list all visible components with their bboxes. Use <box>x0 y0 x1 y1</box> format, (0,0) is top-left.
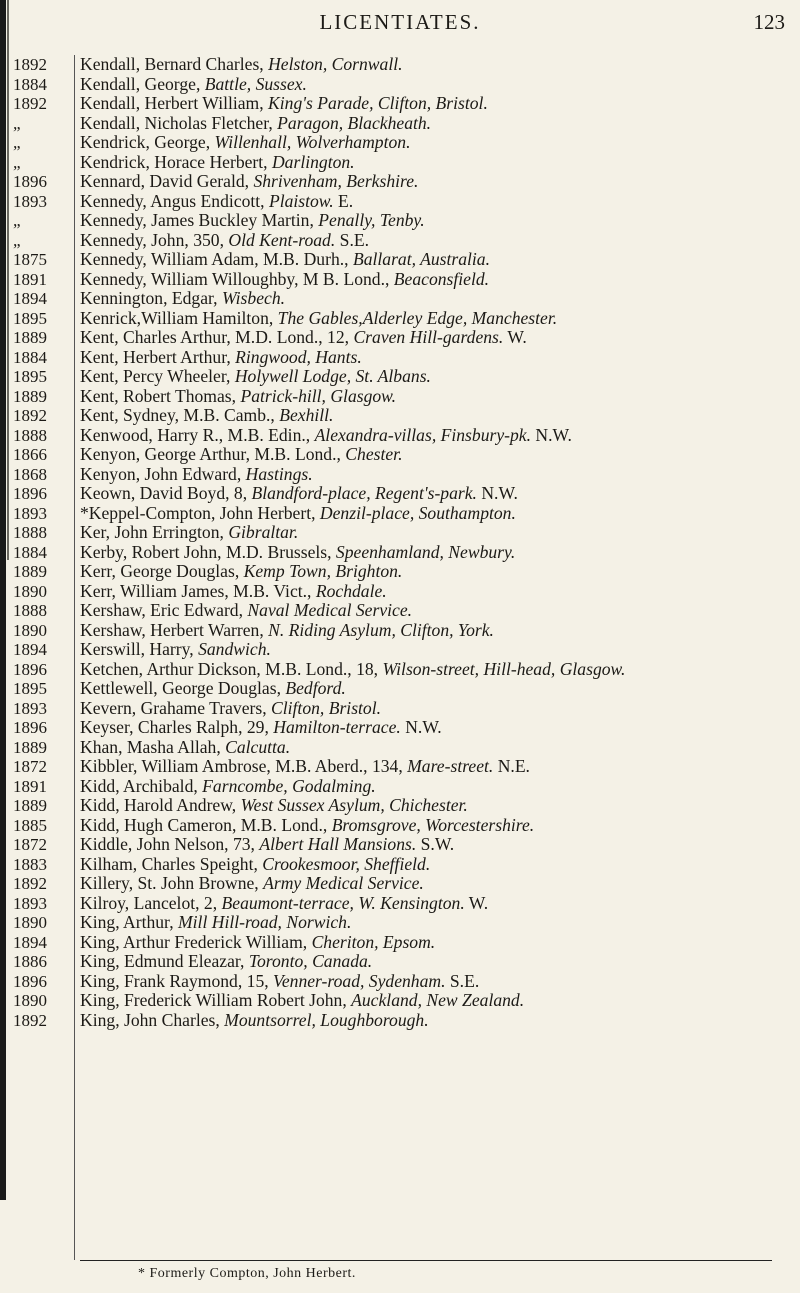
entry-year: 1886 <box>13 952 47 971</box>
entry-name: Keyser, Charles Ralph, 29, <box>80 717 274 737</box>
entry-address: Bedford. <box>285 678 346 698</box>
entry-year: 1889 <box>13 562 47 581</box>
register-entry <box>0 972 800 992</box>
register-entry <box>0 172 800 192</box>
register-entry <box>0 426 800 446</box>
register-entry <box>0 348 800 368</box>
entry-name: Kennard, David Gerald, <box>80 171 254 191</box>
entry-district: N.W. <box>400 717 442 737</box>
entry-text <box>80 192 792 212</box>
register-entry <box>0 445 800 465</box>
register-entry <box>0 601 800 621</box>
entry-district: S.E. <box>335 229 369 250</box>
entry-year: 1896 <box>13 971 47 991</box>
entry-address: Mountsorrel, Loughborough. <box>224 1009 429 1030</box>
entry-year: 1884 <box>13 74 47 94</box>
entry-year: 1889 <box>13 328 47 347</box>
entry-year: 1889 <box>13 386 47 406</box>
entry-district: N.W. <box>531 424 572 445</box>
register-entry <box>0 270 800 290</box>
entry-address: Calcutta. <box>225 736 291 757</box>
entry-year: 1891 <box>13 776 47 796</box>
entry-name: Kennedy, William Adam, M.B. Durh., <box>80 249 353 269</box>
entry-address: Mill Hill-road, Norwich. <box>178 912 352 932</box>
entry-address: Rochdale. <box>315 580 387 601</box>
entry-name: Kenrick,William Hamilton, <box>80 307 278 328</box>
entry-year: 1875 <box>13 250 47 269</box>
entry-year: „ <box>13 211 21 230</box>
entry-address: Battle, Sussex. <box>204 73 307 94</box>
entry-address: Crookesmoor, Sheffield. <box>262 853 431 874</box>
entry-name: Kent, Herbert Arthur, <box>80 346 236 367</box>
entry-text <box>80 523 792 543</box>
entry-year: 1893 <box>13 893 47 913</box>
entry-year: 1892 <box>13 1010 47 1030</box>
entry-name: Kettlewell, George Douglas, <box>80 678 286 698</box>
entry-name: Kilroy, Lancelot, 2, <box>80 892 222 913</box>
entry-name: Killery, St. John Browne, <box>80 873 264 893</box>
entry-name: Kershaw, Herbert Warren, <box>80 619 269 640</box>
entry-name: Kendrick, Horace Herbert, <box>80 151 272 172</box>
entry-address: N. Riding Asylum, Clifton, York. <box>268 619 494 640</box>
register-entry <box>0 777 800 797</box>
register-entry <box>0 991 800 1011</box>
running-title: LICENTIATES. <box>319 10 481 34</box>
entry-name: Kibbler, William Ambrose, M.B. Aberd., 134, <box>80 756 408 776</box>
entry-year: 1888 <box>13 523 47 542</box>
entry-name: *Keppel-Compton, John Herbert, <box>80 502 320 523</box>
entry-year: 1893 <box>13 698 47 718</box>
entry-text <box>80 582 792 602</box>
register-entry <box>0 328 800 348</box>
register-entry <box>0 1011 800 1031</box>
entry-text <box>80 679 792 699</box>
entry-text <box>80 855 792 875</box>
register-entry <box>0 153 800 173</box>
entry-text <box>80 250 792 270</box>
entry-text <box>80 55 792 75</box>
entry-address: Cheriton, Epsom. <box>311 931 436 952</box>
register-entry <box>0 582 800 602</box>
entry-address: Sandwich. <box>198 639 271 659</box>
register-entry <box>0 504 800 524</box>
entry-name: Kendall, George, <box>80 73 205 94</box>
entry-address: Bexhill. <box>279 405 334 425</box>
entry-address: Darlington. <box>271 151 355 172</box>
entry-name: Kerby, Robert John, M.D. Brussels, <box>80 541 336 562</box>
entry-address: Paragon, Blackheath. <box>277 112 432 133</box>
entry-name: Kiddle, John Nelson, 73, <box>80 834 260 854</box>
entry-address: Army Medical Service. <box>263 873 424 893</box>
entry-year: 1888 <box>13 601 47 620</box>
entry-year: 1892 <box>13 406 47 425</box>
entry-year: 1885 <box>13 815 47 835</box>
entry-text <box>80 913 792 933</box>
entry-text <box>80 387 792 407</box>
register-entry <box>0 621 800 641</box>
entry-address: Beaumont-terrace, W. Kensington. <box>221 892 465 913</box>
entry-year: 1892 <box>13 94 47 113</box>
entry-name: King, Frederick William Robert John, <box>80 990 352 1010</box>
entry-year: 1894 <box>13 640 47 659</box>
entry-text <box>80 660 792 680</box>
entry-address: Bromsgrove, Worcestershire. <box>331 814 535 835</box>
entry-address: Farncombe, Godalming. <box>202 775 376 796</box>
entry-address: Toronto, Canada. <box>248 951 373 971</box>
register-entry <box>0 484 800 504</box>
entry-name: King, John Charles, <box>80 1009 225 1030</box>
entry-text <box>80 543 792 563</box>
entry-address: Craven Hill-gardens. <box>353 327 504 347</box>
entry-year: „ <box>13 230 21 250</box>
entry-text <box>80 933 792 953</box>
register-entry <box>0 660 800 680</box>
entry-year: 1896 <box>13 718 47 737</box>
entry-address: West Sussex Asylum, Chichester. <box>240 795 468 815</box>
entry-address: King's Parade, Clifton, Bristol. <box>268 93 488 113</box>
entry-text <box>80 114 792 134</box>
entry-year: 1866 <box>13 445 47 464</box>
entry-name: Keown, David Boyd, 8, <box>80 483 252 503</box>
entry-name: Kerr, William James, M.B. Vict., <box>80 580 316 601</box>
entry-name: Kendrick, George, <box>80 132 215 152</box>
register-entries <box>0 55 800 1030</box>
entry-year: „ <box>13 152 21 172</box>
entry-text <box>80 153 792 173</box>
entry-name: Kenyon, George Arthur, M.B. Lond., <box>80 444 346 464</box>
entry-year: 1891 <box>13 269 47 289</box>
register-entry <box>0 94 800 114</box>
register-entry <box>0 738 800 758</box>
entry-name: Kerr, George Douglas, <box>80 561 244 581</box>
entry-address: Beaconsfield. <box>393 268 490 289</box>
entry-name: Kevern, Grahame Travers, <box>80 697 272 718</box>
entry-address: Chester. <box>345 444 403 464</box>
entry-text <box>80 504 792 524</box>
entry-name: Kent, Sydney, M.B. Camb., <box>80 405 280 425</box>
entry-year: 1889 <box>13 737 47 757</box>
entry-text <box>80 601 792 621</box>
register-entry <box>0 640 800 660</box>
entry-text <box>80 757 792 777</box>
entry-year: „ <box>13 113 21 133</box>
register-entry <box>0 894 800 914</box>
register-entry <box>0 816 800 836</box>
register-entry <box>0 55 800 75</box>
entry-address: Wilson-street, Hill-head, Glasgow. <box>382 658 626 679</box>
entry-year: 1889 <box>13 796 47 815</box>
entry-name: Kennington, Edgar, <box>80 288 222 308</box>
entry-year: 1888 <box>13 425 47 445</box>
entry-year: 1895 <box>13 679 47 698</box>
register-entry <box>0 133 800 153</box>
register-entry <box>0 192 800 212</box>
entry-year: 1893 <box>13 503 47 523</box>
entry-address: Penally, Tenby. <box>318 210 425 230</box>
register-entry <box>0 933 800 953</box>
entry-district: N.W. <box>476 483 518 503</box>
entry-district: N.E. <box>493 756 530 776</box>
entry-text <box>80 328 792 348</box>
entry-text <box>80 270 792 290</box>
entry-address: Plaistow. <box>268 190 334 211</box>
entry-address: Clifton, Bristol. <box>271 697 382 718</box>
entry-year: 1872 <box>13 757 47 776</box>
entry-address: Albert Hall Mansions. <box>259 834 417 854</box>
entry-year: 1884 <box>13 542 47 562</box>
entry-text <box>80 211 792 231</box>
entry-year: 1890 <box>13 581 47 601</box>
entry-name: Kidd, Hugh Cameron, M.B. Lond., <box>80 814 332 835</box>
entry-address: Willenhall, Wolverhampton. <box>214 132 411 152</box>
register-entry <box>0 718 800 738</box>
entry-address: Shrivenham, Berkshire. <box>253 171 419 191</box>
entry-year: 1892 <box>13 874 47 893</box>
entry-name: Kennedy, William Willoughby, M B. Lond., <box>80 268 394 289</box>
entry-name: Kendall, Herbert William, <box>80 93 269 113</box>
entry-address: Hastings. <box>245 463 313 484</box>
entry-year: 1895 <box>13 308 47 328</box>
entry-year: 1890 <box>13 620 47 640</box>
register-entry <box>0 952 800 972</box>
footnote-rule <box>80 1260 772 1261</box>
register-entry <box>0 114 800 134</box>
entry-address: Patrick-hill, Glasgow. <box>240 385 397 406</box>
register-entry <box>0 289 800 309</box>
entry-text <box>80 562 792 582</box>
entry-name: Kerswill, Harry, <box>80 639 199 659</box>
entry-name: King, Edmund Eleazar, <box>80 951 249 971</box>
entry-address: Alexandra-villas, Finsbury-pk. <box>314 424 532 445</box>
entry-address: Ringwood, Hants. <box>235 346 362 367</box>
entry-address: Old Kent-road. <box>228 229 336 250</box>
register-entry <box>0 835 800 855</box>
register-entry <box>0 75 800 95</box>
entry-name: Kennedy, John, 350, <box>80 229 229 250</box>
entry-text <box>80 231 792 251</box>
entry-name: Kennedy, James Buckley Martin, <box>80 210 319 230</box>
entry-address: Helston, Cornwall. <box>268 54 403 74</box>
register-entry <box>0 231 800 251</box>
entry-year: 1883 <box>13 854 47 874</box>
entry-text <box>80 309 792 329</box>
entry-text <box>80 406 792 426</box>
entry-name: Kennedy, Angus Endicott, <box>80 190 269 211</box>
entry-text <box>80 426 792 446</box>
entry-year: 1896 <box>13 659 47 679</box>
entry-year: 1896 <box>13 172 47 191</box>
entry-year: 1893 <box>13 191 47 211</box>
entry-name: Ker, John Errington, <box>80 522 229 542</box>
entry-address: The Gables,Alderley Edge, Manchester. <box>277 307 558 328</box>
entry-text <box>80 445 792 465</box>
entry-text <box>80 777 792 797</box>
register-entry <box>0 523 800 543</box>
entry-text <box>80 718 792 738</box>
entry-year: 1884 <box>13 347 47 367</box>
entry-address: Gibraltar. <box>228 522 299 542</box>
entry-name: King, Frank Raymond, 15, <box>80 970 274 991</box>
entry-text <box>80 972 792 992</box>
entry-text <box>80 133 792 153</box>
entry-year: 1868 <box>13 464 47 484</box>
register-entry <box>0 796 800 816</box>
entry-name: Kent, Percy Wheeler, <box>80 366 235 386</box>
entry-text <box>80 75 792 95</box>
entry-year: 1872 <box>13 835 47 854</box>
entry-address: Mare-street. <box>407 756 494 776</box>
register-entry <box>0 367 800 387</box>
entry-year: 1890 <box>13 913 47 932</box>
entry-text <box>80 172 792 192</box>
entry-name: Khan, Masha Allah, <box>80 736 226 757</box>
register-entry <box>0 855 800 875</box>
entry-address: Denzil-place, Southampton. <box>319 502 516 523</box>
register-entry <box>0 387 800 407</box>
entry-address: Blandford-place, Regent's-park. <box>251 483 477 503</box>
entry-district: W. <box>503 327 527 347</box>
entry-year: 1894 <box>13 932 47 952</box>
entry-text <box>80 640 792 660</box>
entry-name: Kershaw, Eric Edward, <box>80 600 248 620</box>
entry-address: Venner-road, Sydenham. <box>273 970 446 991</box>
entry-address: Ballarat, Australia. <box>352 249 490 269</box>
entry-name: Kendall, Bernard Charles, <box>80 54 269 74</box>
entry-address: Hamilton-terrace. <box>273 717 401 737</box>
entry-text <box>80 952 792 972</box>
entry-name: Kenyon, John Edward, <box>80 463 246 484</box>
entry-year: 1894 <box>13 289 47 308</box>
register-entry <box>0 874 800 894</box>
entry-text <box>80 816 792 836</box>
register-entry <box>0 211 800 231</box>
entry-text <box>80 835 792 855</box>
register-entry <box>0 250 800 270</box>
register-entry <box>0 699 800 719</box>
entry-text <box>80 1011 792 1031</box>
register-entry <box>0 465 800 485</box>
entry-year: 1895 <box>13 367 47 386</box>
entry-address: Speenhamland, Newbury. <box>335 541 516 562</box>
entry-address: Auckland, New Zealand. <box>351 990 525 1010</box>
footnote: * Formerly Compton, John Herbert. <box>138 1266 356 1281</box>
entry-address: Naval Medical Service. <box>247 600 413 620</box>
page-header <box>0 8 800 38</box>
entry-text <box>80 699 792 719</box>
entry-name: Kendall, Nicholas Fletcher, <box>80 112 278 133</box>
entry-text <box>80 991 792 1011</box>
entry-text <box>80 94 792 114</box>
entry-district: W. <box>464 892 489 913</box>
entry-name: Kent, Charles Arthur, M.D. Lond., 12, <box>80 327 354 347</box>
entry-year: 1896 <box>13 484 47 503</box>
register-entry <box>0 562 800 582</box>
entry-text <box>80 796 792 816</box>
entry-year: „ <box>13 133 21 152</box>
entry-text <box>80 621 792 641</box>
entry-address: Kemp Town, Brighton. <box>243 561 403 581</box>
entry-text <box>80 874 792 894</box>
entry-district: S.W. <box>416 834 455 854</box>
entry-year: 1892 <box>13 55 47 74</box>
entry-text <box>80 367 792 387</box>
entry-text <box>80 289 792 309</box>
register-entry <box>0 309 800 329</box>
entry-address: Holywell Lodge, St. Albans. <box>234 366 431 386</box>
entry-name: Kidd, Harold Andrew, <box>80 795 241 815</box>
entry-name: Kent, Robert Thomas, <box>80 385 241 406</box>
entry-text <box>80 465 792 485</box>
register-entry <box>0 406 800 426</box>
entry-district: E. <box>333 190 354 211</box>
page-number: 123 <box>753 10 785 34</box>
entry-name: Kidd, Archibald, <box>80 775 203 796</box>
entry-name: Kilham, Charles Speight, <box>80 853 263 874</box>
entry-name: Kenwood, Harry R., M.B. Edin., <box>80 424 315 445</box>
entry-name: King, Arthur Frederick William, <box>80 931 312 952</box>
register-entry <box>0 913 800 933</box>
entry-district: S.E. <box>445 970 480 991</box>
entry-text <box>80 894 792 914</box>
entry-name: Ketchen, Arthur Dickson, M.B. Lond., 18, <box>80 658 383 679</box>
entry-text <box>80 348 792 368</box>
entry-text <box>80 738 792 758</box>
entry-text <box>80 484 792 504</box>
entry-name: King, Arthur, <box>80 912 179 932</box>
register-entry <box>0 679 800 699</box>
entry-address: Wisbech. <box>221 288 286 308</box>
register-entry <box>0 757 800 777</box>
entry-year: 1890 <box>13 991 47 1010</box>
register-entry <box>0 543 800 563</box>
